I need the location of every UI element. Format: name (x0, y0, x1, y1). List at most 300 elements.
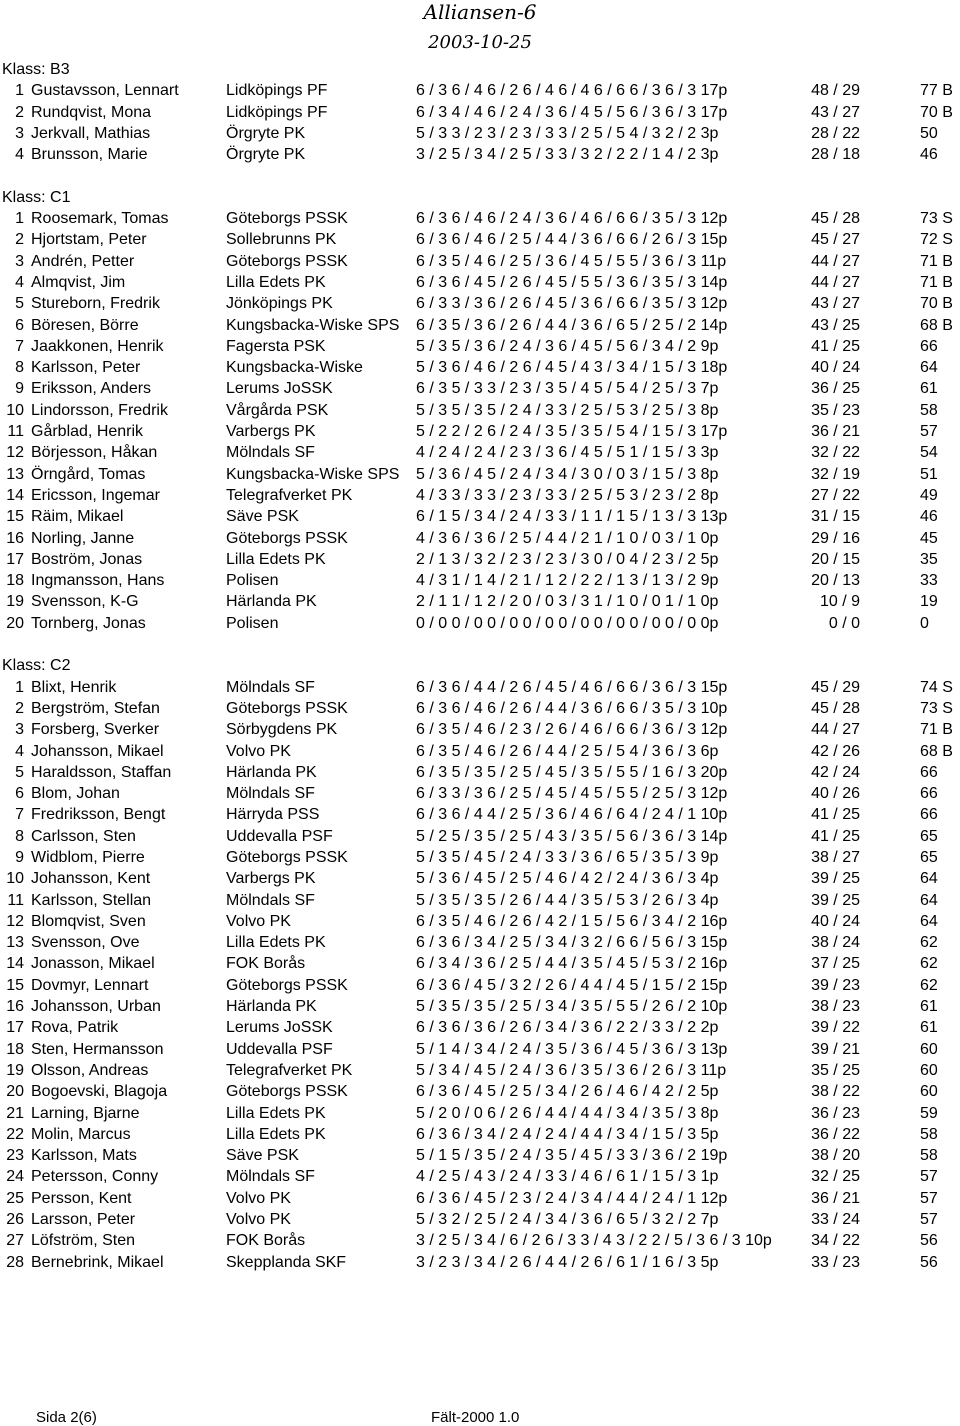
rank: 18 (6, 572, 24, 590)
series-results: 6 / 3 5 / 4 6 / 2 6 / 4 4 / 2 5 / 5 4 / 3 6 / 3 6p (416, 742, 719, 760)
total-score: 35 (920, 550, 938, 568)
competitor-name: Johansson, Urban (31, 998, 161, 1016)
result-row (0, 570, 960, 591)
club-name: Härryda PSS (226, 806, 320, 824)
club-name: Sörbygdens PK (226, 721, 338, 739)
result-row (0, 315, 960, 336)
series-results: 6 / 3 6 / 4 6 / 2 6 / 4 4 / 3 6 / 6 6 / 3 5 / 3 10p (416, 699, 728, 717)
club-name: Uddevalla PSF (226, 1040, 333, 1058)
total-score: 54 (920, 444, 938, 462)
total-score: 57 (920, 423, 938, 441)
result-row (0, 911, 960, 932)
result-row (0, 1188, 960, 1209)
points-ratio: 41 / 25 (811, 806, 860, 824)
result-row (0, 1230, 960, 1251)
club-name: Lidköpings PF (226, 82, 328, 100)
result-row (0, 762, 960, 783)
total-score: 70 B (920, 295, 953, 313)
total-score: 56 (920, 1253, 938, 1271)
points-ratio: 36 / 22 (811, 1125, 860, 1143)
points-ratio: 40 / 24 (811, 912, 860, 930)
series-results: 5 / 1 5 / 3 5 / 2 4 / 3 5 / 4 5 / 3 3 / 3 6 / 2 19p (416, 1147, 728, 1165)
points-ratio: 39 / 22 (811, 1019, 860, 1037)
competitor-name: Rova, Patrik (31, 1019, 119, 1037)
club-name: Kungsbacka-Wiske (226, 359, 363, 377)
rank: 26 (6, 1211, 24, 1229)
points-ratio: 38 / 20 (811, 1147, 860, 1165)
competitor-name: Örngård, Tomas (31, 465, 146, 483)
club-name: Mölndals SF (226, 785, 315, 803)
total-score: 70 B (920, 103, 953, 121)
total-score: 73 S (920, 210, 953, 228)
competitor-name: Molin, Marcus (31, 1125, 131, 1143)
rank: 22 (6, 1125, 24, 1143)
points-ratio: 43 / 25 (811, 316, 860, 334)
result-row (0, 1124, 960, 1145)
rank: 11 (7, 423, 24, 441)
total-score: 45 (920, 529, 938, 547)
result-row (0, 783, 960, 804)
rank: 9 (15, 848, 24, 866)
rank: 8 (15, 359, 24, 377)
club-name: Polisen (226, 572, 279, 590)
class-section (0, 59, 960, 165)
points-ratio: 38 / 23 (811, 998, 860, 1016)
series-results: 5 / 3 5 / 4 5 / 2 4 / 3 3 / 3 6 / 6 5 / 3 5 / 3 9p (416, 848, 719, 866)
points-ratio: 36 / 21 (811, 1189, 860, 1207)
total-score: 65 (920, 848, 938, 866)
club-name: Telegrafverket PK (226, 486, 353, 504)
total-score: 62 (920, 934, 938, 952)
result-row (0, 208, 960, 229)
rank: 24 (6, 1168, 24, 1186)
competitor-name: Norling, Janne (31, 529, 135, 547)
series-results: 3 / 2 5 / 3 4 / 2 5 / 3 3 / 3 2 / 2 2 / 1 4 / 2 3p (416, 146, 719, 164)
club-name: Göteborgs PSSK (226, 976, 348, 994)
series-results: 2 / 1 1 / 1 2 / 2 0 / 0 3 / 3 1 / 1 0 / 0 1 / 1 0p (416, 593, 719, 611)
total-score: 58 (920, 401, 938, 419)
series-results: 4 / 2 4 / 2 4 / 2 3 / 3 6 / 4 5 / 5 1 / 1 5 / 3 3p (416, 444, 719, 462)
total-score: 57 (920, 1189, 938, 1207)
total-score: 71 B (920, 252, 953, 270)
points-ratio: 37 / 25 (811, 955, 860, 973)
club-name: Polisen (226, 614, 279, 632)
rank: 1 (15, 82, 24, 100)
total-score: 60 (920, 1083, 938, 1101)
points-ratio: 41 / 25 (811, 827, 860, 845)
club-name: Mölndals SF (226, 1168, 315, 1186)
points-ratio: 44 / 27 (811, 252, 860, 270)
competitor-name: Blom, Johan (31, 785, 120, 803)
series-results: 5 / 3 6 / 4 5 / 2 4 / 3 4 / 3 0 / 0 3 / 1 5 / 3 8p (416, 465, 719, 483)
rank: 13 (6, 934, 24, 952)
competitor-name: Blomqvist, Sven (31, 912, 146, 930)
series-results: 5 / 3 4 / 4 5 / 2 4 / 3 6 / 3 5 / 3 6 / 2 6 / 3 11p (416, 1061, 727, 1079)
points-ratio: 39 / 21 (811, 1040, 860, 1058)
total-score: 50 (920, 124, 938, 142)
club-name: FOK Borås (226, 1232, 306, 1250)
rank: 20 (6, 1083, 24, 1101)
club-name: Skepplanda SKF (226, 1253, 347, 1271)
result-row (0, 357, 960, 378)
result-row (0, 826, 960, 847)
competitor-name: Sten, Hermansson (31, 1040, 164, 1058)
total-score: 64 (920, 359, 938, 377)
result-row (0, 719, 960, 740)
club-name: Göteborgs PSSK (226, 210, 348, 228)
result-row (0, 613, 960, 634)
club-name: Uddevalla PSF (226, 827, 333, 845)
series-results: 6 / 3 6 / 4 4 / 2 6 / 4 5 / 4 6 / 6 6 / 3 6 / 3 15p (416, 678, 728, 696)
result-row (0, 975, 960, 996)
points-ratio: 20 / 13 (811, 572, 860, 590)
rank: 1 (15, 678, 24, 696)
club-name: Lerums JoSSK (226, 380, 333, 398)
rank: 3 (15, 252, 24, 270)
total-score: 66 (920, 806, 938, 824)
series-results: 6 / 3 5 / 3 5 / 2 5 / 4 5 / 3 5 / 5 5 / 1 6 / 3 20p (416, 763, 728, 781)
series-results: 6 / 3 5 / 3 6 / 2 6 / 4 4 / 3 6 / 6 5 / 2 5 / 2 14p (416, 316, 728, 334)
total-score: 57 (920, 1168, 938, 1186)
club-name: Härlanda PK (226, 763, 317, 781)
rank: 4 (15, 273, 24, 291)
series-results: 4 / 3 6 / 3 6 / 2 5 / 4 4 / 2 1 / 1 0 / 0 3 / 1 0p (416, 529, 719, 547)
points-ratio: 32 / 25 (811, 1168, 860, 1186)
club-name: Lilla Edets PK (226, 273, 326, 291)
result-row (0, 528, 960, 549)
result-row (0, 1060, 960, 1081)
result-row (0, 868, 960, 889)
series-results: 5 / 3 5 / 3 5 / 2 6 / 4 4 / 3 5 / 5 3 / 2 6 / 3 4p (416, 891, 719, 909)
total-score: 58 (920, 1125, 938, 1143)
section-spacer (0, 165, 960, 186)
result-row (0, 1017, 960, 1038)
competitor-name: Jonasson, Mikael (31, 955, 155, 973)
points-ratio: 44 / 27 (811, 721, 860, 739)
rank: 15 (6, 508, 24, 526)
rank: 19 (6, 1061, 24, 1079)
competitor-name: Almqvist, Jim (31, 273, 126, 291)
result-row (0, 677, 960, 698)
competition-date: 2003-10-25 (428, 32, 532, 53)
series-results: 6 / 3 5 / 4 6 / 2 5 / 3 6 / 4 5 / 5 5 / 3 6 / 3 11p (416, 252, 727, 270)
points-ratio: 43 / 27 (811, 103, 860, 121)
club-name: Lerums JoSSK (226, 1019, 333, 1037)
points-ratio: 39 / 23 (811, 976, 860, 994)
total-score: 61 (920, 380, 938, 398)
result-row (0, 1039, 960, 1060)
club-name: Lilla Edets PK (226, 1104, 326, 1122)
points-ratio: 32 / 19 (811, 465, 860, 483)
rank: 5 (15, 763, 24, 781)
competitor-name: Bogoevski, Blagoja (31, 1083, 168, 1101)
club-name: Volvo PK (226, 742, 291, 760)
result-row (0, 229, 960, 250)
competitor-name: Fredriksson, Bengt (31, 806, 166, 824)
rank: 17 (6, 550, 24, 568)
rank: 10 (6, 870, 24, 888)
points-ratio: 28 / 18 (811, 146, 860, 164)
competitor-name: Karlsson, Peter (31, 359, 141, 377)
club-name: Mölndals SF (226, 444, 315, 462)
result-row (0, 591, 960, 612)
rank: 14 (6, 486, 24, 504)
series-results: 5 / 2 0 / 0 6 / 2 6 / 4 4 / 4 4 / 3 4 / 3 5 / 3 8p (416, 1104, 719, 1122)
result-row (0, 251, 960, 272)
series-results: 5 / 2 2 / 2 6 / 2 4 / 3 5 / 3 5 / 5 4 / 1 5 / 3 17p (416, 423, 728, 441)
club-name: Säve PSK (226, 1147, 299, 1165)
series-results: 3 / 2 5 / 3 4 / 6 / 2 6 / 3 3 / 4 3 / 2 2 / 5 / 3 6 / 3 10p (416, 1232, 772, 1250)
rank: 20 (6, 614, 24, 632)
total-score: 66 (920, 785, 938, 803)
series-results: 6 / 3 3 / 3 6 / 2 5 / 4 5 / 4 5 / 5 5 / 2 5 / 3 12p (416, 785, 728, 803)
rank: 16 (6, 529, 24, 547)
rank: 17 (6, 1019, 24, 1037)
class-heading: Klass: C2 (2, 657, 71, 675)
points-ratio: 33 / 23 (811, 1253, 860, 1271)
result-row (0, 549, 960, 570)
page-title: Alliansen-6 (423, 0, 537, 24)
total-score: 61 (920, 998, 938, 1016)
points-ratio: 40 / 24 (811, 359, 860, 377)
competitor-name: Rundqvist, Mona (31, 103, 152, 121)
page-number: Sida 2(6) (36, 1409, 97, 1426)
software-version: Fält-2000 1.0 (431, 1409, 520, 1426)
result-row (0, 1252, 960, 1273)
series-results: 6 / 3 6 / 4 5 / 2 3 / 2 4 / 3 4 / 4 4 / 2 4 / 1 12p (416, 1189, 728, 1207)
section-spacer (0, 634, 960, 655)
total-score: 0 (920, 614, 929, 632)
total-score: 66 (920, 337, 938, 355)
points-ratio: 45 / 28 (811, 210, 860, 228)
total-score: 77 B (920, 82, 953, 100)
club-name: Jönköpings PK (226, 295, 333, 313)
total-score: 64 (920, 891, 938, 909)
points-ratio: 36 / 21 (811, 423, 860, 441)
series-results: 6 / 3 5 / 4 6 / 2 6 / 4 2 / 1 5 / 5 6 / 3 4 / 2 16p (416, 912, 728, 930)
series-results: 6 / 3 5 / 4 6 / 2 3 / 2 6 / 4 6 / 6 6 / 3 6 / 3 12p (416, 721, 728, 739)
competitor-name: Andrén, Petter (31, 252, 135, 270)
competitor-name: Bergström, Stefan (31, 699, 160, 717)
total-score: 46 (920, 146, 938, 164)
result-row (0, 506, 960, 527)
rank: 12 (6, 444, 24, 462)
competitor-name: Persson, Kent (31, 1189, 132, 1207)
rank: 4 (15, 742, 24, 760)
series-results: 6 / 3 4 / 3 6 / 2 5 / 4 4 / 3 5 / 4 5 / 5 3 / 2 16p (416, 955, 728, 973)
total-score: 74 S (920, 678, 953, 696)
rank: 13 (6, 465, 24, 483)
points-ratio: 28 / 22 (811, 124, 860, 142)
points-ratio: 41 / 25 (811, 337, 860, 355)
rank: 27 (6, 1232, 24, 1250)
competitor-name: Forsberg, Sverker (31, 721, 160, 739)
club-name: Volvo PK (226, 1211, 291, 1229)
total-score: 59 (920, 1104, 938, 1122)
total-score: 68 B (920, 316, 953, 334)
rank: 2 (15, 231, 24, 249)
points-ratio: 35 / 25 (811, 1061, 860, 1079)
club-name: Mölndals SF (226, 678, 315, 696)
result-row (0, 1081, 960, 1102)
rank: 21 (6, 1104, 24, 1122)
series-results: 6 / 3 6 / 3 6 / 2 6 / 3 4 / 3 6 / 2 2 / 3 3 / 2 2p (416, 1019, 719, 1037)
result-row (0, 400, 960, 421)
class-heading: Klass: C1 (2, 188, 71, 206)
points-ratio: 45 / 28 (811, 699, 860, 717)
club-name: Säve PSK (226, 508, 299, 526)
club-name: Göteborgs PSSK (226, 252, 348, 270)
competitor-name: Johansson, Mikael (31, 742, 164, 760)
class-heading: Klass: B3 (2, 61, 70, 78)
rank: 6 (15, 316, 24, 334)
rank: 19 (6, 593, 24, 611)
club-name: Telegrafverket PK (226, 1061, 353, 1079)
club-name: Lilla Edets PK (226, 934, 326, 952)
result-row (0, 996, 960, 1017)
total-score: 66 (920, 763, 938, 781)
rank: 3 (15, 124, 24, 142)
result-row (0, 293, 960, 314)
points-ratio: 38 / 24 (811, 934, 860, 952)
competitor-name: Ericsson, Ingemar (31, 486, 160, 504)
rank: 7 (15, 337, 24, 355)
result-row (0, 464, 960, 485)
result-row (0, 953, 960, 974)
series-results: 6 / 3 6 / 3 4 / 2 5 / 3 4 / 3 2 / 6 6 / 5 6 / 3 15p (416, 934, 728, 952)
competitor-name: Petersson, Conny (31, 1168, 159, 1186)
points-ratio: 27 / 22 (811, 486, 860, 504)
result-row (0, 804, 960, 825)
series-results: 5 / 2 5 / 3 5 / 2 5 / 4 3 / 3 5 / 5 6 / 3 6 / 3 14p (416, 827, 728, 845)
competitor-name: Hjortstam, Peter (31, 231, 147, 249)
series-results: 6 / 3 6 / 4 5 / 2 6 / 4 5 / 5 5 / 3 6 / 3 5 / 3 14p (416, 273, 728, 291)
club-name: Lidköpings PF (226, 103, 328, 121)
result-row (0, 741, 960, 762)
total-score: 61 (920, 1019, 938, 1037)
total-score: 71 B (920, 273, 953, 291)
competitor-name: Brunsson, Marie (31, 146, 148, 164)
rank: 28 (6, 1253, 24, 1271)
series-results: 5 / 3 6 / 4 6 / 2 6 / 4 5 / 4 3 / 3 4 / 1 5 / 3 18p (416, 359, 728, 377)
club-name: Vårgårda PSK (226, 401, 329, 419)
total-score: 33 (920, 572, 938, 590)
total-score: 58 (920, 1147, 938, 1165)
points-ratio: 29 / 16 (811, 529, 860, 547)
total-score: 64 (920, 870, 938, 888)
series-results: 5 / 3 5 / 3 5 / 2 5 / 3 4 / 3 5 / 5 5 / 2 6 / 2 10p (416, 998, 728, 1016)
rank: 1 (15, 210, 24, 228)
class-section (0, 187, 960, 634)
club-name: Härlanda PK (226, 998, 317, 1016)
series-results: 6 / 3 6 / 3 4 / 2 4 / 2 4 / 4 4 / 3 4 / 1 5 / 3 5p (416, 1125, 719, 1143)
rank: 7 (15, 806, 24, 824)
series-results: 2 / 1 3 / 3 2 / 2 3 / 2 3 / 3 0 / 0 4 / 2 3 / 2 5p (416, 550, 719, 568)
total-score: 62 (920, 976, 938, 994)
rank: 10 (6, 401, 24, 419)
points-ratio: 45 / 29 (811, 678, 860, 696)
points-ratio: 45 / 27 (811, 231, 860, 249)
rank: 4 (15, 146, 24, 164)
points-ratio: 42 / 24 (811, 763, 860, 781)
club-name: Härlanda PK (226, 593, 317, 611)
rank: 8 (15, 827, 24, 845)
result-row (0, 442, 960, 463)
competitor-name: Blixt, Henrik (31, 678, 117, 696)
club-name: Varbergs PK (226, 423, 316, 441)
competitor-name: Stureborn, Fredrik (31, 295, 160, 313)
club-name: FOK Borås (226, 955, 306, 973)
club-name: Örgryte PK (226, 124, 306, 142)
club-name: Lilla Edets PK (226, 1125, 326, 1143)
club-name: Göteborgs PSSK (226, 699, 348, 717)
series-results: 6 / 3 6 / 4 5 / 3 2 / 2 6 / 4 4 / 4 5 / 1 5 / 2 15p (416, 976, 728, 994)
total-score: 60 (920, 1061, 938, 1079)
club-name: Sollebrunns PK (226, 231, 337, 249)
result-row (0, 421, 960, 442)
competitor-name: Löfström, Sten (31, 1232, 136, 1250)
club-name: Mölndals SF (226, 891, 315, 909)
points-ratio: 10 / 9 (819, 593, 860, 611)
rank: 12 (6, 912, 24, 930)
series-results: 6 / 3 6 / 4 6 / 2 4 / 3 6 / 4 6 / 6 6 / 3 5 / 3 12p (416, 210, 728, 228)
competitor-name: Dovmyr, Lennart (31, 976, 149, 994)
series-results: 5 / 3 2 / 2 5 / 2 4 / 3 4 / 3 6 / 6 5 / 3 2 / 2 7p (416, 1211, 719, 1229)
result-row (0, 847, 960, 868)
competitor-name: Karlsson, Mats (31, 1147, 137, 1165)
competitor-name: Tornberg, Jonas (31, 614, 146, 632)
total-score: 60 (920, 1040, 938, 1058)
points-ratio: 35 / 23 (811, 401, 860, 419)
competitor-name: Gustavsson, Lennart (31, 82, 179, 100)
points-ratio: 0 / 0 (828, 614, 860, 632)
result-row (0, 698, 960, 719)
competitor-name: Svensson, K-G (31, 593, 139, 611)
club-name: Göteborgs PSSK (226, 848, 348, 866)
competitor-name: Haraldsson, Staffan (31, 763, 172, 781)
series-results: 6 / 3 6 / 4 5 / 2 5 / 3 4 / 2 6 / 4 6 / 4 2 / 2 5p (416, 1083, 719, 1101)
result-row (0, 272, 960, 293)
rank: 2 (15, 699, 24, 717)
result-row (0, 336, 960, 357)
total-score: 62 (920, 955, 938, 973)
series-results: 6 / 3 6 / 4 6 / 2 5 / 4 4 / 3 6 / 6 6 / 2 6 / 3 15p (416, 231, 728, 249)
points-ratio: 39 / 25 (811, 870, 860, 888)
club-name: Volvo PK (226, 912, 291, 930)
rank: 18 (6, 1040, 24, 1058)
points-ratio: 44 / 27 (811, 273, 860, 291)
total-score: 72 S (920, 231, 953, 249)
club-name: Göteborgs PSSK (226, 529, 348, 547)
points-ratio: 38 / 22 (811, 1083, 860, 1101)
result-row (0, 80, 960, 101)
competitor-name: Böresen, Börre (31, 316, 139, 334)
series-results: 4 / 3 3 / 3 3 / 2 3 / 3 3 / 2 5 / 5 3 / 2 3 / 2 8p (416, 486, 719, 504)
points-ratio: 42 / 26 (811, 742, 860, 760)
total-score: 49 (920, 486, 938, 504)
competitor-name: Räim, Mikael (31, 508, 124, 526)
rank: 14 (6, 955, 24, 973)
result-row (0, 378, 960, 399)
club-name: Örgryte PK (226, 146, 306, 164)
series-results: 5 / 3 5 / 3 5 / 2 4 / 3 3 / 2 5 / 5 3 / 2 5 / 3 8p (416, 401, 719, 419)
points-ratio: 38 / 27 (811, 848, 860, 866)
points-ratio: 43 / 27 (811, 295, 860, 313)
results-list (0, 59, 960, 1273)
result-row (0, 123, 960, 144)
series-results: 5 / 3 6 / 4 5 / 2 5 / 4 6 / 4 2 / 2 4 / 3 6 / 3 4p (416, 870, 719, 888)
series-results: 4 / 2 5 / 4 3 / 2 4 / 3 3 / 4 6 / 6 1 / 1 5 / 3 1p (416, 1168, 719, 1186)
